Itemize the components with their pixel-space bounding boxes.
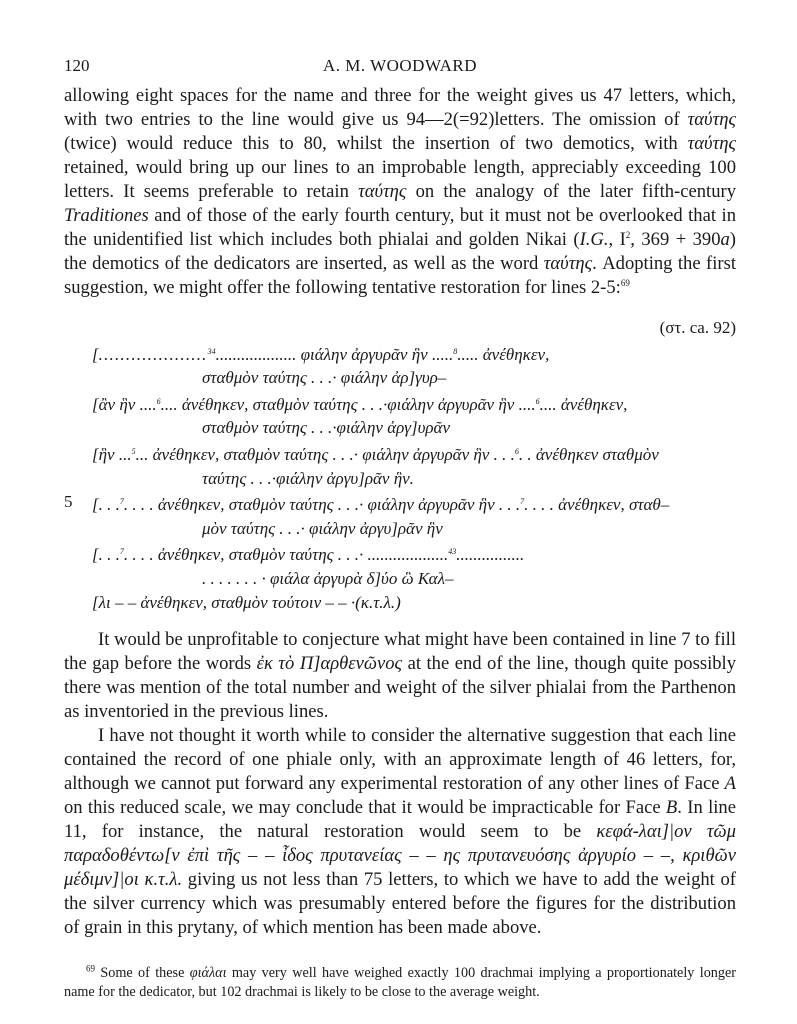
greek-word: ταύτης <box>543 253 593 274</box>
text: [. . . <box>92 545 120 565</box>
restoration-line: σταθμὸν ταύτης . . .· φιάλην ἀρ]γυρ– <box>202 368 447 388</box>
letter-count-marker: 7 <box>119 497 124 507</box>
footnote-number: 69 <box>86 963 95 974</box>
greek-phrase: κεφά-λαι]|ον τῶμ παραδοθέντω[ν ἐπὶ τῆς – – ἶδος πρυτανείας – – ης πρυτανευόσης ἀργυρίο – –, κριθῶν μέδιμν]|οι κ.τ.λ. <box>64 821 736 891</box>
text: on the analogy of the later fifth-century <box>406 181 737 202</box>
letter-count-marker: 8 <box>453 346 458 356</box>
restoration-line: [λι – – ἀνέθηκεν, σταθμὸν τούτοιν – – ·(κ.τ.λ.) <box>92 592 401 612</box>
text: [ἂν ἣν .... <box>92 394 157 414</box>
greek-word: ταύτης <box>687 133 736 154</box>
text: Some of these <box>95 965 190 982</box>
text: may very well have weighed exactly 100 drachmai implying a proportionately longer name for the dedicator, but 102 drachmai is likely to be close to the average weight. <box>64 965 736 1001</box>
text: at the end of the line, though quite possibly there was mention of the total number and weight of the silver phialai from the Parthenon as inventoried in the previous lines. <box>64 653 737 723</box>
text: retained, would bring up our lines to an improbable length, appreciably exceeding 100 letters. It seems preferable to retain <box>64 157 736 202</box>
text: . . . . ἀνέθηκεν, σταθμὸν ταύτης . . .· φιάλην ἀργυρᾶν ἣν . . . <box>123 495 521 515</box>
paragraph-alternative-suggestion <box>64 724 736 940</box>
restoration-line: σταθμὸν ταύτης . . .·φιάλην ἀργ]υρᾶν <box>202 418 451 438</box>
text: , 369 + 390 <box>630 229 721 250</box>
text: It would be unprofitable to conjecture what might have been contained in line 7 to fill the gap before the words <box>64 629 736 675</box>
journal-page <box>64 56 736 1002</box>
italic-term: Traditiones <box>64 205 149 226</box>
restoration-line <box>64 340 736 367</box>
text: .................... <box>98 344 208 364</box>
footnote-reference[interactable]: 69 <box>620 277 630 288</box>
restoration-line <box>64 440 736 467</box>
text: . . . . ἀνέθηκεν, σταθ– <box>524 495 670 515</box>
text: giving us not less than 75 letters, to which we have to add the weight of the silver currency which was presumably entered before the figures for the distribution of grain in this prytany, of which mention has been made above. <box>64 869 737 939</box>
letter-count-marker: 7 <box>119 547 124 557</box>
italic-term: A <box>724 773 736 795</box>
paragraph-line-seven <box>64 628 736 724</box>
letter-count-marker: 43 <box>448 547 457 557</box>
text: . In line 11, for instance, the natural restoration would seem to be <box>64 797 736 843</box>
restoration-line <box>64 390 736 417</box>
stoichedon-count: (στ. ca. 92) <box>659 318 736 337</box>
text: allowing eight spaces for the name and three for the weight gives us 47 letters, which, with two entries to the line would give us 94—2(=92)letters. The omission of <box>64 85 736 130</box>
text: . Adopting the first suggestion, we might offer the following tentative restoration for lines 2-5: <box>64 253 736 298</box>
page-header <box>64 56 736 84</box>
text: (twice) would reduce this to 80, whilst the insertion of two demotics, with <box>64 133 688 154</box>
text: . . ἀνέθηκεν σταθμὸν <box>518 444 659 464</box>
restoration-line <box>64 540 736 567</box>
greek-word: ταύτης <box>687 109 736 130</box>
greek-word: φιάλαι <box>189 965 227 982</box>
text: ................ <box>456 545 525 565</box>
line-number: 5 <box>64 492 73 512</box>
letter-count-marker: 6 <box>156 396 161 406</box>
restoration-line <box>64 490 736 517</box>
letter-count-marker: 5 <box>131 446 136 456</box>
text: [. . . <box>92 495 120 515</box>
text: ... ἀνέθηκεν, σταθμὸν ταύτης . . .· φιάλην ἀργυρᾶν ἣν . . . <box>135 444 515 464</box>
letter-count-marker: 6 <box>535 396 540 406</box>
text: .... ἀνέθηκεν, <box>539 394 628 414</box>
footnote <box>64 964 736 1002</box>
restoration-line: . . . . . . . · φιάλα ἀργυρὰ δ]ύο ὣ Καλ– <box>202 568 454 588</box>
restoration-line: μὸν ταύτης . . .· φιάλην ἀργυ]ρᾶν ἣν <box>202 518 443 538</box>
greek-restoration-block <box>64 316 736 614</box>
text: [ἣν ... <box>92 444 132 464</box>
restoration-line: ταύτης . . .·φιάλην ἀργυ]ρᾶν ἣν. <box>202 468 414 488</box>
letter-count-marker: 34 <box>207 346 216 356</box>
running-head: A. M. WOODWARD <box>322 56 477 75</box>
italic-term: a <box>720 229 730 250</box>
letter-count-marker: 6 <box>514 446 519 456</box>
letter-count-marker: 7 <box>520 497 525 507</box>
greek-word: ταύτης <box>358 181 407 202</box>
greek-phrase: ἐκ τὸ Π]αρθενῶνος <box>256 653 403 675</box>
text: [ <box>92 344 99 364</box>
text: , I <box>608 229 626 250</box>
italic-term: I.G. <box>579 229 609 250</box>
text: on this reduced scale, we may conclude that it would be impracticable for Face <box>64 797 666 819</box>
page-number: 120 <box>64 56 90 75</box>
text: ) the demotics of the dedicators are inserted, as well as the word <box>64 229 736 274</box>
text: .... ἀνέθηκεν, σταθμὸν ταύτης . . .·φιάλην ἀργυρᾶν ἣν .... <box>160 394 536 414</box>
text: ................... φιάλην ἀργυρᾶν ἣν ..... <box>215 344 454 364</box>
text: I have not thought it worth while to consider the alternative suggestion that each line contained the record of one phiale only, with an approximate length of 46 letters, for, although we cannot put forward any experimental restoration of any other lines of Face <box>64 725 736 795</box>
paragraph-letter-count <box>64 84 736 300</box>
italic-term: B <box>665 797 678 819</box>
text: and of those of the early fourth century, but it must not be overlooked that in the unidentified list which includes both phialai and golden Nikai ( <box>64 205 736 250</box>
text: ..... ἀνέθηκεν, <box>457 344 550 364</box>
text: . . . . ἀνέθηκεν, σταθμὸν ταύτης . . .· ................... <box>123 545 449 565</box>
superscript: 2 <box>625 229 631 240</box>
